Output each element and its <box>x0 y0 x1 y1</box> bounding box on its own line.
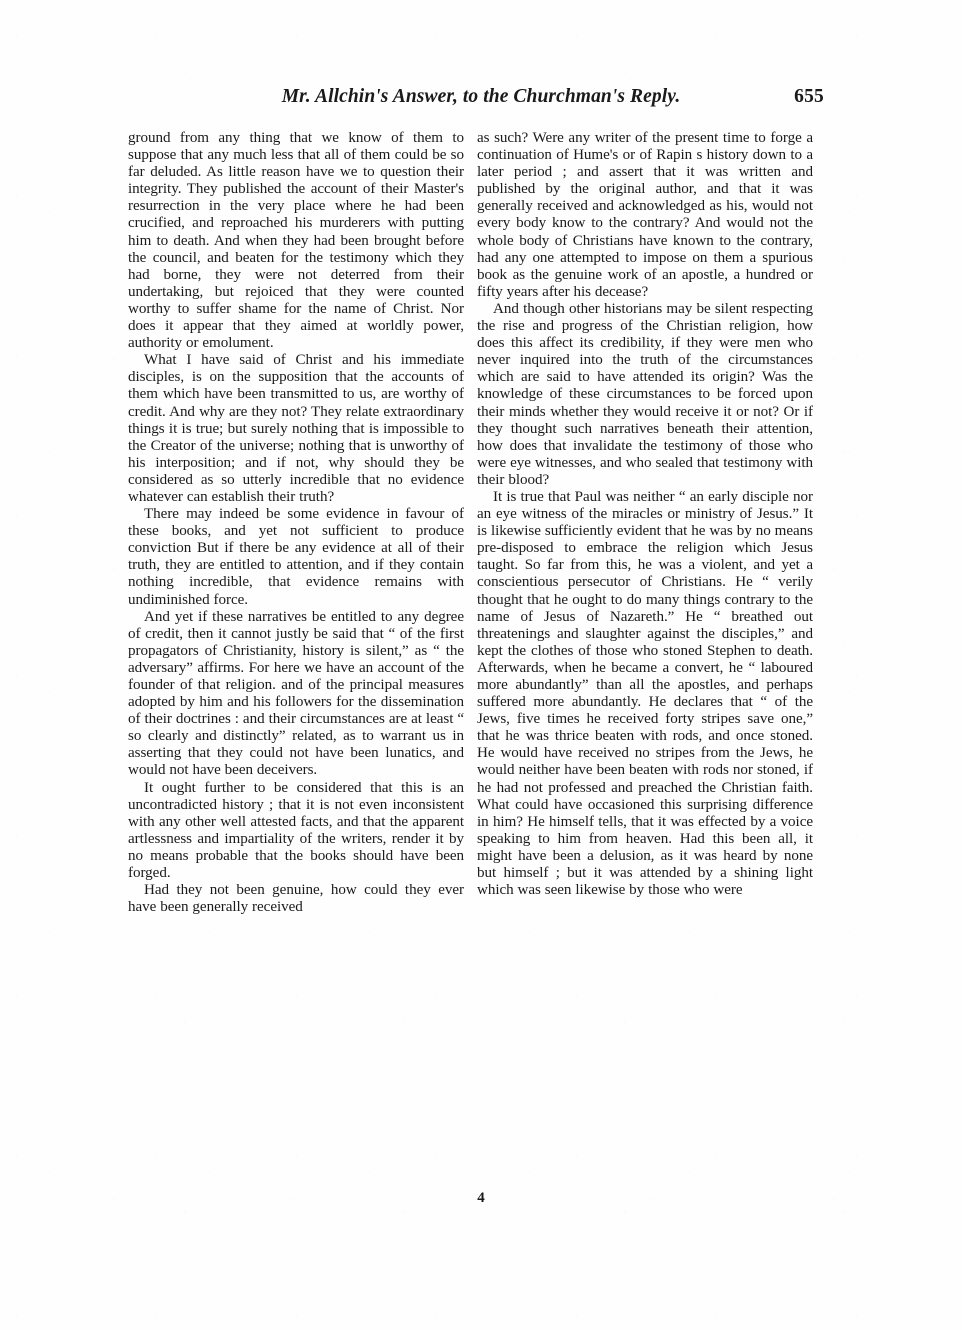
page-folio-number: 655 <box>794 86 824 107</box>
paragraph: as such? Were any writer of the present time to forge a continuation of Hume's or of Rapin s history down to a later period ; and assert that it was written and published by the original author, and that it was generally received and acknowledged as his, would not every body know to the contrary? And would not the whole body of Christians have known to the contrary, had any one attempted to impose on them a spurious book as the genuine work of an apostle, a hundred or fifty years after his decease? <box>477 130 813 300</box>
running-head-title: Mr. Allchin's Answer, to the Churchman's Reply. <box>281 86 681 107</box>
running-head <box>128 86 834 112</box>
paragraph: It is true that Paul was neither “ an early disciple nor an eye witness of the miracles or ministry of Jesus.” It is likewise sufficiently evident that he was by no means pre-disposed to embrace the religion which Jesus taught. So far from this, he was a violent, and yet a conscientious persecutor of Christians. He “ verily thought that he ought to do many things contrary to the name of Jesus of Nazareth.” He “ breathed out threatenings and slaughter against the disciples,” and kept the clothes of those who stoned Stephen to death. Afterwards, when he became a convert, he “ laboured more abundantly” than all the apostles, and perhaps suffered more abundantly. He declares that “ of the Jews, five times he received forty stripes save one,” that he was thrice beaten with rods, and once stoned. He would have received no stripes from the Jews, he would neither have been beaten with rods nor stoned, if he had not professed and preached the Christian faith. What could have occasioned this surprising difference in him? He himself tells, that it was effected by a voice speaking to him from heaven. Had this been all, it might have been a delusion, as it was heard by none but himself ; but it was attended by a shining light which was seen likewise by those who were <box>477 488 813 899</box>
paragraph: And though other historians may be silent respecting the rise and progress of the Christian religion, how does this affect its credibility, if they were men who never inquired into the truth of the circumstances which are said to have attended its origin? Was the knowledge of these circumstances to be forced upon their minds whether they would receive it or not? Or if they thought such narratives beneath their attention, how does that invalidate the testimony of those who were eye witnesses, and who sealed that testimony with their blood? <box>477 300 813 488</box>
paragraph: What I have said of Christ and his immediate disciples, is on the supposition that the accounts of them which have been transmitted to us, are worthy of credit. And why are they not? They relate extraordinary things it is true; but surely nothing that is impossible to the Creator of the universe; nothing that is unworthy of his interposition; and if not, why should they be considered as so utterly incredible that no evidence whatever can establish their truth? <box>128 352 464 505</box>
column-right <box>477 130 813 899</box>
paragraph: And yet if these narratives be entitled to any degree of credit, then it cannot justly be said that “ of the first propagators of Christianity, history is silent,” as “ the adversary” affirms. For here we have an account of the founder of that religion. and of the principal measures adopted by him and his followers for the dissemination of their doctrines : and their circumstances are at least “ so clearly and distinctly” related, as to warrant us in asserting that they could not have been lunatics, and would not have been deceivers. <box>128 608 464 779</box>
signature-mark: 4 <box>477 1190 485 1206</box>
paragraph: ground from any thing that we know of them to suppose that any much less that all of them could be so far deluded. As little reason have we to question their integrity. They published the account of their Master's resurrection in the very place where he had been crucified, and reproached his murderers with putting him to death. And when they had been brought before the council, and beaten for the testimony which they had borne, they were not deterred from their undertaking, but rejoiced that they were counted worthy to suffer shame for the name of Christ. Nor does it appear that they aimed at worldly power, authority or emolument. <box>128 130 464 352</box>
paragraph: There may indeed be some evidence in favour of these books, and yet not sufficient to produce conviction But if there be any evidence at all of their truth, they are entitled to attention, and if they contain nothing incredible, that evidence remains with undiminished force. <box>128 506 464 608</box>
paragraph: It ought further to be considered that this is an uncontradicted history ; that it is not even inconsistent with any other well attested facts, and that the apparent artlessness and impartiality of the writers, render it by no means probable that the books should have been forged. <box>128 779 464 882</box>
column-left <box>128 130 464 916</box>
paragraph: Had they not been genuine, how could they ever have been generally received <box>128 882 464 916</box>
